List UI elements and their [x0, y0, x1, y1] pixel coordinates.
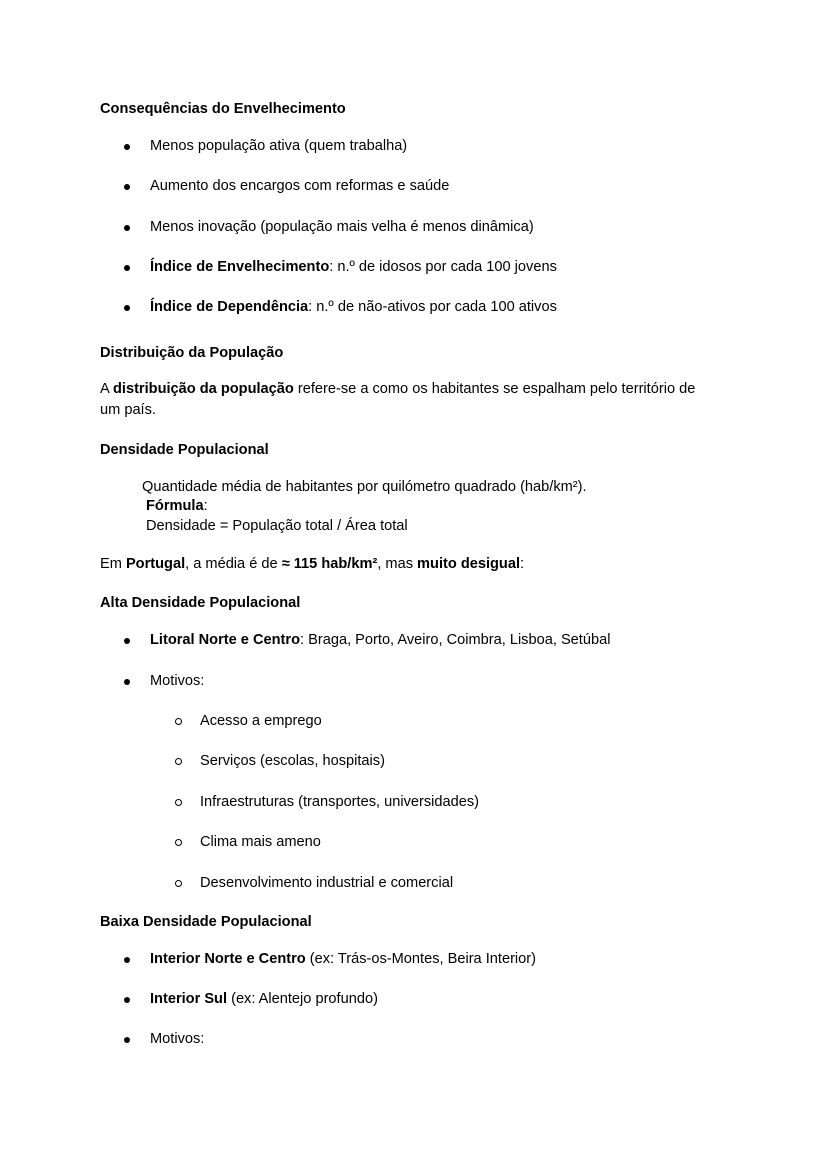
- heading-consequencias: Consequências do Envelhecimento: [100, 101, 346, 117]
- sub-list-item-text: Infraestruturas (transportes, universidades): [200, 794, 480, 810]
- bullet-icon: [124, 305, 130, 311]
- text: :: [520, 556, 525, 572]
- heading-baixa-densidade: Baixa Densidade Populacional: [100, 914, 312, 930]
- text: , a média é de: [185, 556, 282, 572]
- sub-list-item: [200, 712, 322, 730]
- hollow-bullet-icon: [175, 758, 182, 765]
- sub-list-item: [200, 874, 453, 892]
- sub-list-item: [200, 833, 321, 851]
- formula: Densidade = População total / Área total: [146, 518, 408, 534]
- bullet-icon: [124, 679, 130, 685]
- list-item-text: : n.º de não-ativos por cada 100 ativos: [308, 299, 557, 315]
- bullet-icon: [124, 997, 130, 1003]
- sub-list-item-text: Desenvolvimento industrial e comercial: [200, 875, 454, 891]
- heading-distribuicao: Distribuição da População: [100, 345, 284, 361]
- bullet-icon: [124, 225, 130, 231]
- list-item: [150, 137, 407, 155]
- term-interior-norte-centro: Interior Norte e Centro: [150, 951, 306, 967]
- bullet-icon: [124, 1037, 130, 1043]
- paragraph-portugal: [100, 555, 524, 573]
- hollow-bullet-icon: [175, 718, 182, 725]
- list-item: [150, 631, 610, 649]
- list-item-text: : n.º de idosos por cada 100 jovens: [329, 259, 557, 275]
- list-item-text: : Braga, Porto, Aveiro, Coimbra, Lisboa, Setúbal: [300, 632, 611, 648]
- term-indice-dependencia: Índice de Dependência: [150, 299, 309, 315]
- term-interior-sul: Interior Sul: [150, 991, 228, 1007]
- heading-alta-densidade: Alta Densidade Populacional: [100, 595, 301, 611]
- list-item-text: Aumento dos encargos com reformas e saúde: [150, 178, 450, 194]
- sub-list-item-text: Serviços (escolas, hospitais): [200, 753, 385, 769]
- density-value: ≈ 115 hab/km²: [281, 556, 378, 572]
- hollow-bullet-icon: [175, 880, 182, 887]
- list-item: [150, 672, 204, 690]
- sub-list-item-text: Clima mais ameno: [200, 834, 321, 850]
- sub-list-item: [200, 793, 479, 811]
- list-item: [150, 298, 557, 316]
- term-muito-desigual: muito desigual: [417, 556, 521, 572]
- list-item: [150, 218, 534, 236]
- list-item-text: (ex: Alentejo profundo): [227, 991, 378, 1007]
- list-item: [150, 990, 378, 1008]
- bullet-icon: [124, 144, 130, 150]
- list-item-text: (ex: Trás-os-Montes, Beira Interior): [305, 951, 537, 967]
- hollow-bullet-icon: [175, 839, 182, 846]
- hollow-bullet-icon: [175, 799, 182, 806]
- list-item-text: Menos população ativa (quem trabalha): [150, 138, 408, 154]
- bullet-icon: [124, 638, 130, 644]
- text: , mas: [377, 556, 418, 572]
- bullet-icon: [124, 957, 130, 963]
- bullet-icon: [124, 265, 130, 271]
- text: :: [203, 498, 208, 514]
- term-distribuicao: distribuição da população: [112, 381, 294, 397]
- bullet-icon: [124, 184, 130, 190]
- list-item: [150, 177, 449, 195]
- list-item: [150, 1030, 204, 1048]
- densidade-definition: Quantidade média de habitantes por quilómetro quadrado (hab/km²).: [142, 479, 587, 495]
- sub-list-item-text: Acesso a emprego: [200, 713, 322, 729]
- text: Em: [100, 556, 126, 572]
- heading-densidade: Densidade Populacional: [100, 442, 269, 458]
- text: A: [100, 381, 113, 397]
- list-item: [150, 950, 536, 968]
- formula-label: Fórmula: [146, 498, 204, 514]
- list-item: [150, 258, 557, 276]
- paragraph-distribuicao-line1: [100, 380, 695, 398]
- term-litoral: Litoral Norte e Centro: [150, 632, 301, 648]
- text: refere-se a como os habitantes se espalham pelo território de: [293, 381, 696, 397]
- list-item-text: Motivos:: [150, 673, 205, 689]
- term-portugal: Portugal: [125, 556, 186, 572]
- formula-label-line: [146, 497, 208, 515]
- paragraph-distribuicao-line2: um país.: [100, 402, 156, 418]
- list-item-text: Menos inovação (população mais velha é menos dinâmica): [150, 219, 534, 235]
- list-item-text: Motivos:: [150, 1031, 205, 1047]
- term-indice-envelhecimento: Índice de Envelhecimento: [150, 259, 330, 275]
- sub-list-item: [200, 752, 385, 770]
